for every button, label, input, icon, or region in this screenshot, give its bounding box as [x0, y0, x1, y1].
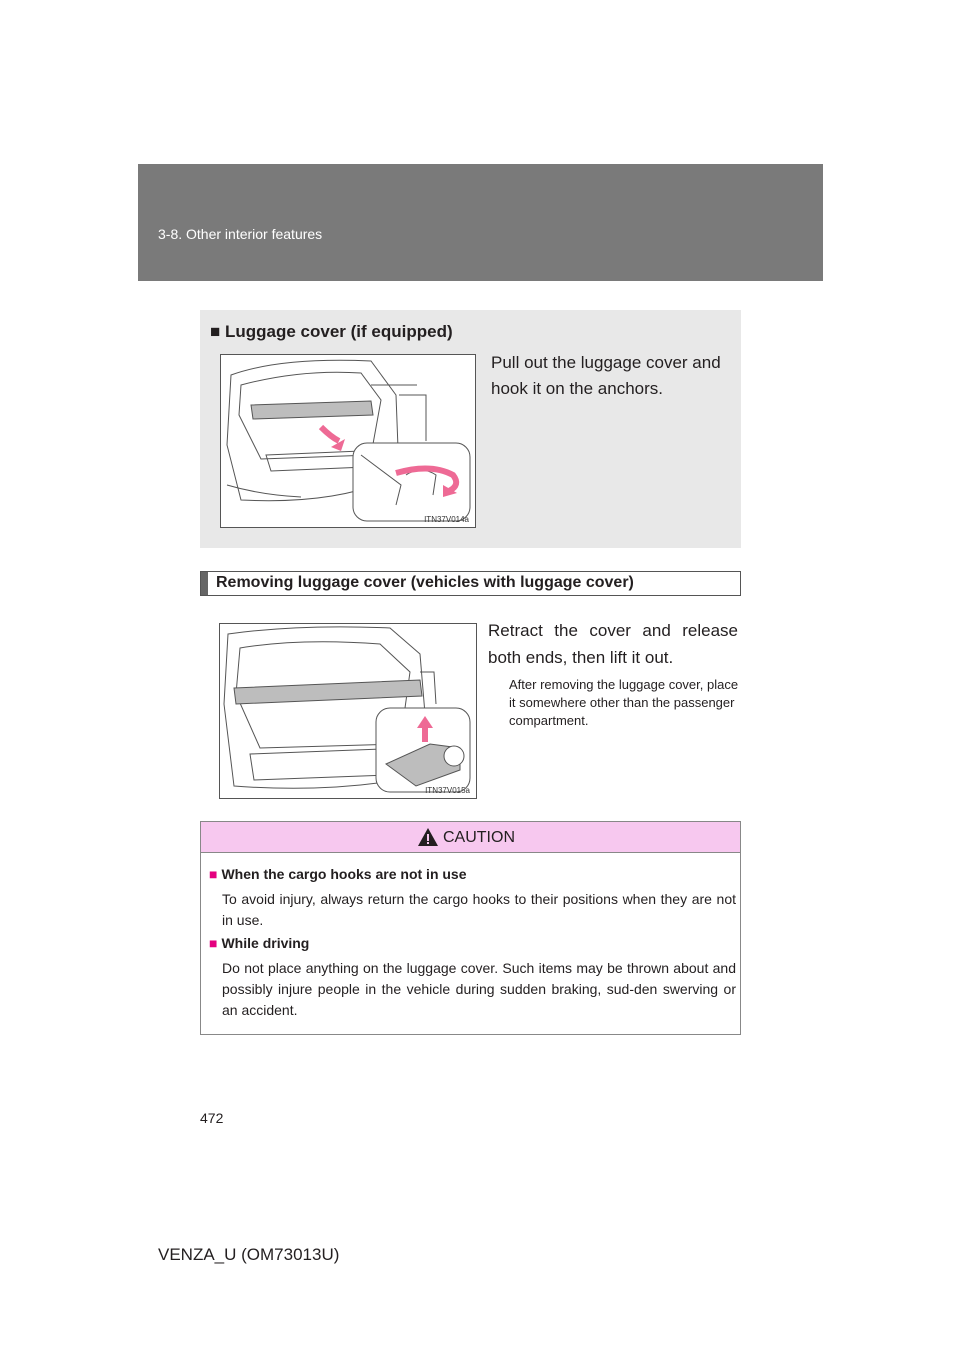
removing-text: Retract the cover and release both ends, then lift it out.	[488, 621, 738, 667]
caution-item-title: ■ When the cargo hooks are not in use	[209, 866, 467, 882]
figure-code: ITN37V014a	[424, 515, 469, 524]
caution-header	[201, 822, 740, 853]
caution-item-title: ■ While driving	[209, 935, 310, 951]
luggage-cover-heading: ■ Luggage cover (if equipped)	[210, 322, 453, 341]
bullet-square-icon: ■	[209, 935, 218, 951]
figure-code: ITN37V015a	[425, 786, 470, 795]
luggage-cover-box	[200, 310, 741, 548]
footer-model-code: VENZA_U (OM73013U)	[158, 1245, 340, 1264]
section-heading	[200, 571, 741, 596]
bullet-square-icon: ■	[209, 866, 218, 882]
header-bar	[138, 164, 823, 281]
removing-heading: Removing luggage cover (vehicles with luggage cover)	[216, 574, 634, 591]
warning-icon	[417, 827, 439, 852]
caution-item-body: To avoid injury, always return the cargo hooks to their positions when they are not in use.	[222, 891, 736, 928]
caution-item-body: Do not place anything on the luggage cover. Such items may be thrown about and possibly injure people in the vehicle during sudden braking, sud-den swerving or an accident.	[222, 960, 736, 1018]
caution-box	[200, 821, 741, 1035]
removing-note: After removing the luggage cover, place it somewhere other than the passenger compartment.	[509, 677, 739, 728]
luggage-cover-illustration	[220, 354, 476, 528]
luggage-cover-text: Pull out the luggage cover and hook it on the anchors.	[491, 353, 721, 398]
removing-cover-illustration	[219, 623, 477, 799]
page-number: 472	[200, 1110, 224, 1126]
section-title: 3-8. Other interior features	[158, 226, 323, 242]
heading-bar	[201, 572, 208, 595]
caution-title: CAUTION	[443, 829, 515, 846]
